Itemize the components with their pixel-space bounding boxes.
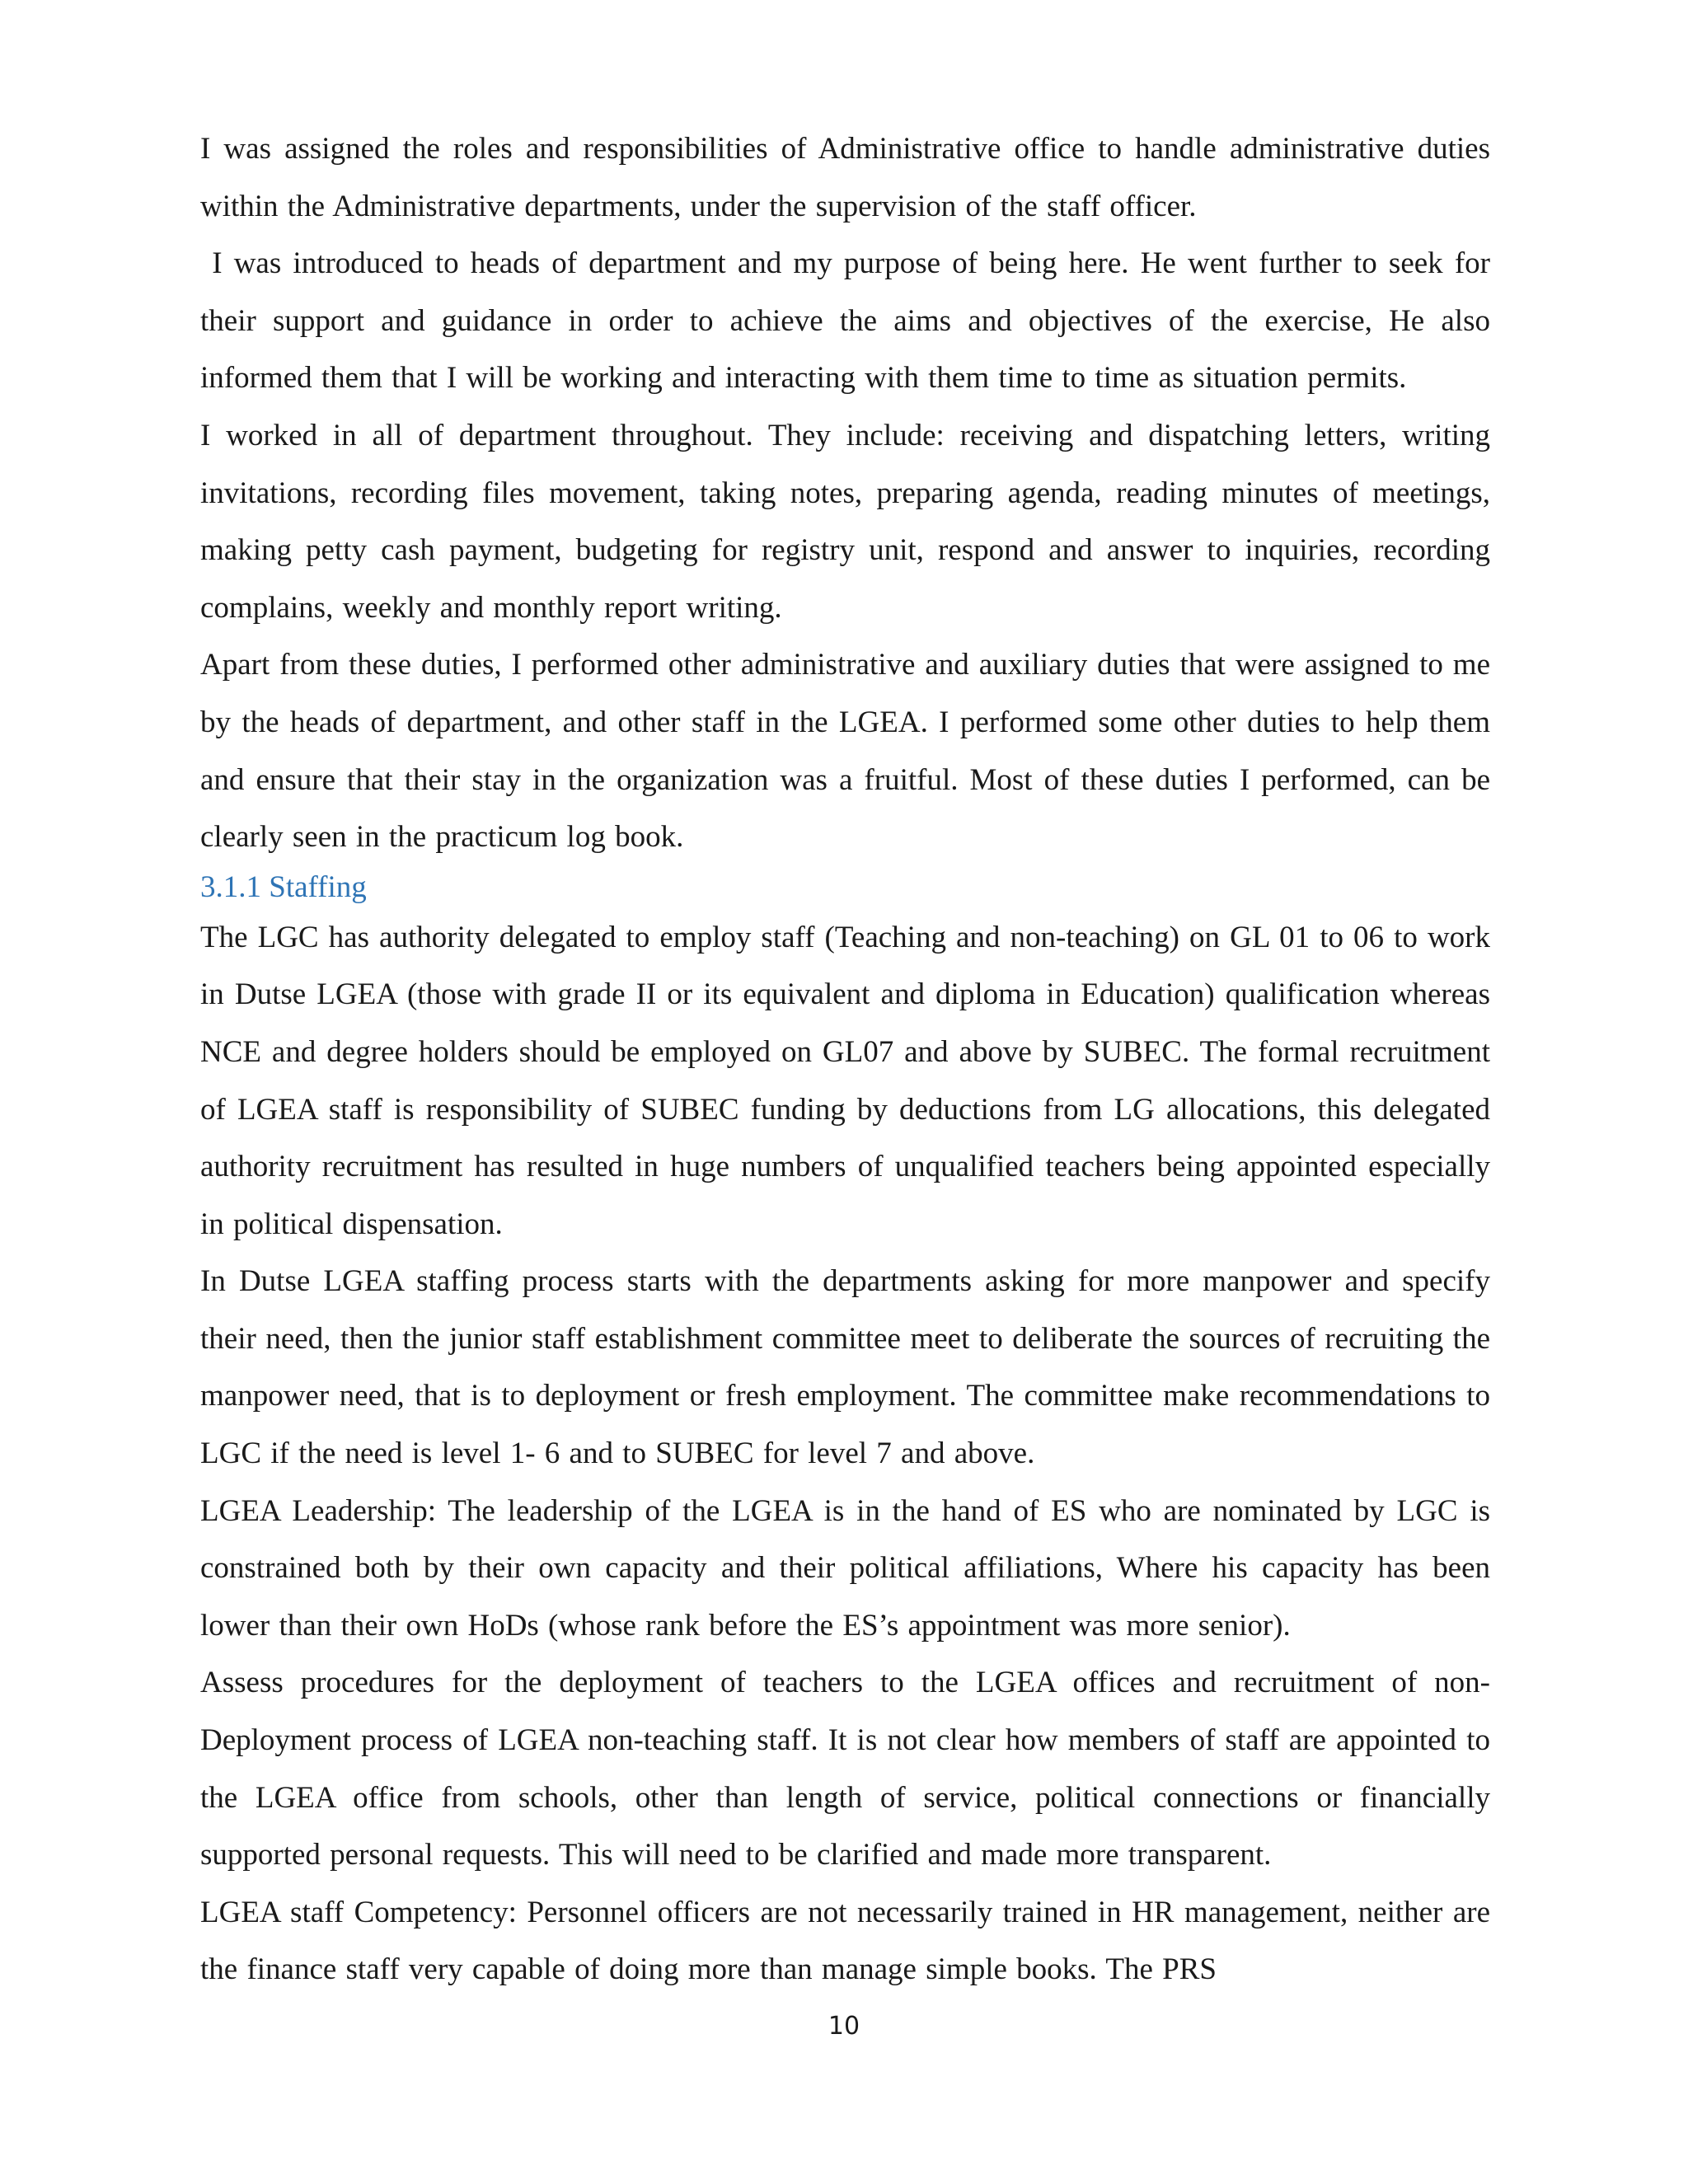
paragraph-lgc-authority: The LGC has authority delegated to employ staff (Teaching and non-teaching) on GL 01 to 06 to work in Dutse LGEA (those with grade II or its equivalent and diploma in Education) qualification whereas NCE and degree holders should be employed on GL07 and above by SUBEC. The formal recruitment of LGEA staff is responsibility of SUBEC funding by deductions from LG allocations, this delegated authority recruitment has resulted in huge numbers of unqualified teachers being appointed especially in political dispensation. xyxy=(200,920,1490,1241)
paragraph-introduced: I was introduced to heads of department and my purpose of being here. He went further to seek for their support and guidance in order to achieve the aims and objectives of the exercise, He also informed them that I will be working and interacting with them time to time as situation permits. xyxy=(200,246,1500,396)
page-number: 10 xyxy=(828,2012,860,2041)
paragraph-deployment-procedures: Assess procedures for the deployment of teachers to the LGEA offices and recruitment of non-Deployment process of LGEA non-teaching staff. It is not clear how members of staff are appointed to the LGEA office from schools, other than length of service, political connections or financially supported personal requests. This will need to be clarified and made more transparent. xyxy=(200,1666,1490,1872)
paragraph-staff-competency: LGEA staff Competency: Personnel officers are not necessarily trained in HR management, neither are the finance staff very capable of doing more than manage simple books. The PRS xyxy=(200,1895,1490,1987)
document-body xyxy=(200,120,1500,1999)
section-heading-staffing: 3.1.1 Staffing xyxy=(200,869,367,904)
paragraph-staffing-process: In Dutse LGEA staffing process starts with the departments asking for more manpower and specify their need, then the junior staff establishment committee meet to deliberate the sources of recruiting the manpower need, that is to deployment or fresh employment. The committee make recommendations to LGC if the need is level 1- 6 and to SUBEC for level 7 and above. xyxy=(200,1264,1490,1471)
paragraph-assigned-roles: I was assigned the roles and responsibilities of Administrative office to handle administrative duties within the Administrative departments, under the supervision of the staff officer. xyxy=(200,132,1490,223)
paragraph-lgea-leadership: LGEA Leadership: The leadership of the LGEA is in the hand of ES who are nominated by LGC is constrained both by their own capacity and their political affiliations, Where his capacity has been lower than their own HoDs (whose rank before the ES’s appointment was more senior). xyxy=(200,1493,1490,1643)
paragraph-other-duties: Apart from these duties, I performed other administrative and auxiliary duties that were assigned to me by the heads of department, and other staff in the LGEA. I performed some other duties to help them and ensure that their stay in the organization was a fruitful. Most of these duties I performed, can be clearly seen in the practicum log book. xyxy=(200,648,1490,855)
paragraph-duties-list: I worked in all of department throughout. They include: receiving and dispatching letters, writing invitations, recording files movement, taking notes, preparing agenda, reading minutes of meetings, making petty cash payment, budgeting for registry unit, respond and answer to inquiries, recording complains, weekly and monthly report writing. xyxy=(200,418,1490,625)
